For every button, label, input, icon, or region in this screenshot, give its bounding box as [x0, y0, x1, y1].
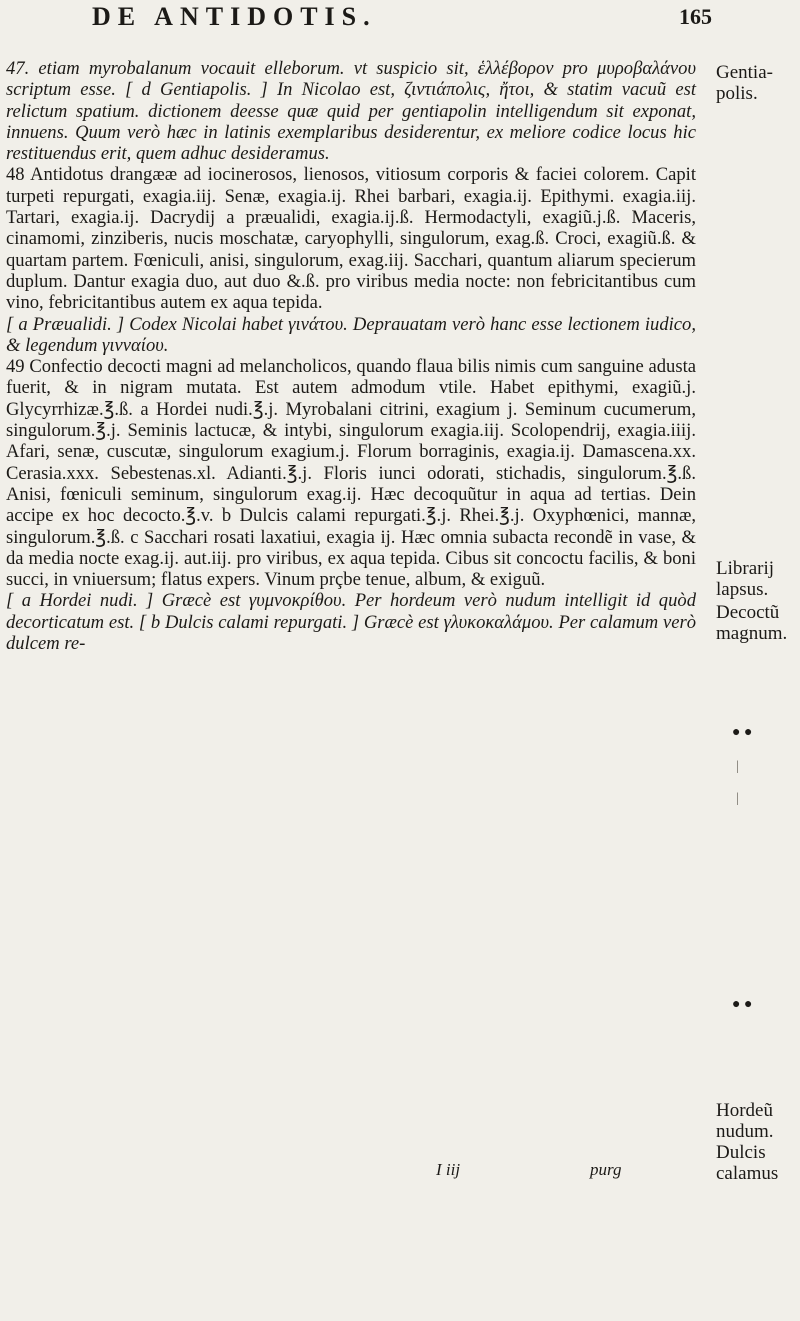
page-number: 165 [679, 4, 712, 29]
margin-note-hordeum: Hordeũ nudum. [716, 1100, 774, 1142]
margin-note-librarij: Librarij lapsus. [716, 558, 775, 600]
catchword: purg [590, 1160, 622, 1179]
signature-mark: I iij [436, 1160, 461, 1179]
margin-ornament-line: | [736, 759, 739, 774]
paragraph-annotation-47: 47. etiam myrobalanum vocauit elleborum. vt suspicio sit, ἑλλέβορον pro μυροβαλάνου scriptum esse. [ d Gentiapolis. ] In Nicolao est, ζιντιάπολις, ἤτοι, & statim vacuũ est relictum spatium. dictionem deesse quæ quid per gentiapolin intelligendum sit exponat, innuens. Quum verò hæc in latinis exemplaribus desiderentur, ex meliore codice locus hic restituendus erit, quem adhuc desideramus. [6, 58, 696, 165]
main-text [6, 58, 696, 654]
paragraph-48-antidotus: 48 Antidotus drangææ ad iocinerosos, lienosos, vitiosum corporis & faciei colorem. Capit turpeti repurgati, exagia.iij. Senæ, exagia.ij. Rhei barbari, exagia.ij. Epithymi. exagia.iij. Tartari, exagia.ij. Dacrydij a præualidi, exagia.ij.ß. Hermodactyli, exagiũ.j.ß. Maceris, cinamomi, zinziberis, nucis moschatæ, caryophylli, singulorum, exag.ß. Croci, exagiũ.ß. & quartam partem. Fœniculi, anisi, singulorum, exag.iij. Sacchari, quantum aliarum specierum duplum. Dantur exagia duo, aut duo &.ß. pro viribus media nocte: non febricitantibus cum vino, febricitantibus autem ex aqua tepida. [6, 164, 696, 314]
margin-ornament-dots: ● ● [732, 725, 753, 740]
paragraph-49-confectio: 49 Confectio decocti magni ad melancholicos, quando flaua bilis nimis cum sanguine adusta fuerit, & in nigram mutata. Est autem admodum vtile. Habet epithymi, exagiũ.j. Glycyrrhizæ.℥.ß. a Hordei nudi.℥.j. Myrobalani citrini, exagium j. Seminum cucumerum, singulorum.℥.j. Seminis lactucæ, & intybi, singulorum exagia.iij. Scolopendrij, exagia.iiij. Afari, senæ, cuscutæ, singulorum exagium.j. Florum borraginis, exagia.ij. Damascena.xx. Cerasia.xxx. Sebestenas.xl. Adianti.℥.j. Floris iunci odorati, stichadis, singulorum.℥.ß. Anisi, fœniculi seminum, singulorum exag.ij. Hæc decoquũtur in aqua ad tertias. Dein accipe ex hoc decocto.℥.v. b Dulcis calami repurgati.℥.j. Rhei.℥.j. Oxyphœnici, mannæ, singulorum.℥.ß. c Sacchari rosati laxatiui, exagia ij. Hæc omnia subacta recondẽ in vase, & da media nocte exag.ij. aut.iij. pro viribus, ex aqua tepida. Cibus sit concoctu facilis, & boni succi, in vniuersum; flatus expers. Vinum prçbe tenue, album, & exiguũ. [6, 356, 696, 591]
margin-ornament-line: | [736, 791, 739, 806]
margin-note-decoctum: Decoctũ magnum. [716, 602, 788, 644]
paragraph-annotation-49: [ a Hordei nudi. ] Græcè est γυμνοκρίθου. Per hordeum verò nudum intelligit id quòd decorticatum est. [ b Dulcis calami repurgati. ] Græcè est γλυκοκαλάμου. Per calamum verò dulcem re- [6, 590, 696, 655]
paragraph-annotation-48: [ a Præualidi. ] Codex Nicolai habet γινάτου. Deprauatam verò hanc esse lectionem iudico, & legendum γινναίου. [6, 313, 696, 356]
margin-note-dulcis: Dulcis calamus [716, 1142, 779, 1184]
running-head: DE ANTIDOTIS. [92, 2, 377, 31]
page-header [92, 0, 712, 48]
margin-note-gentiapolis: Gentia-polis. [716, 62, 773, 104]
margin-ornament-dots: ● ● [732, 997, 753, 1012]
